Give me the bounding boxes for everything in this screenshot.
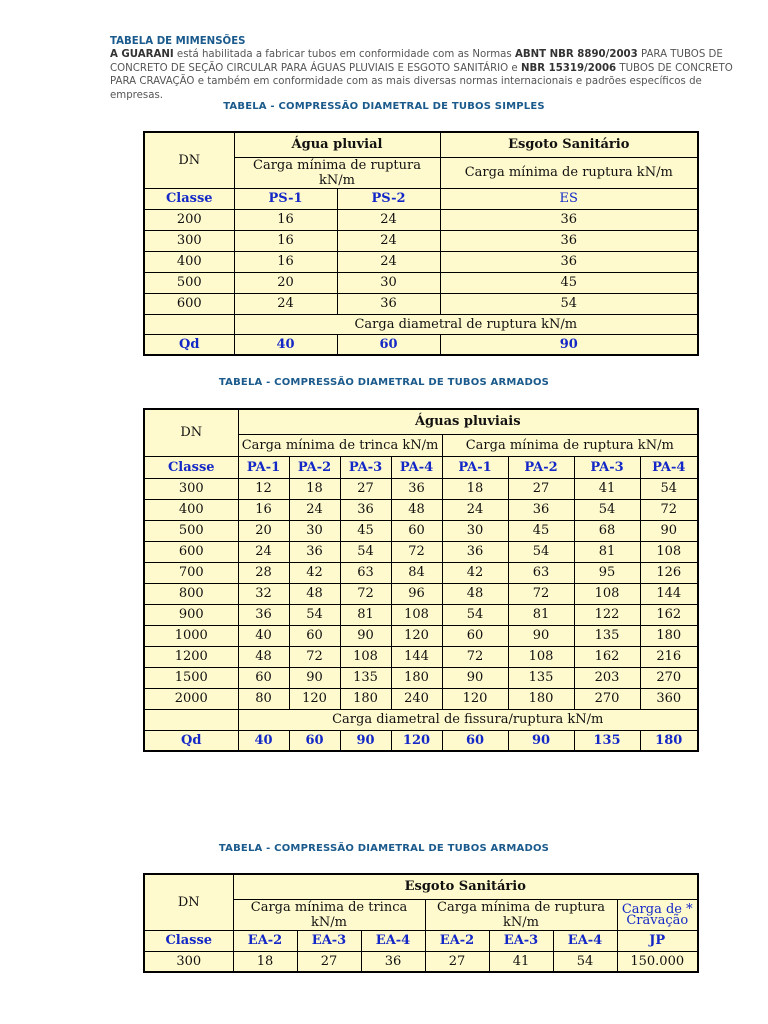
cell: 162 [640, 604, 698, 625]
cell: 96 [391, 583, 442, 604]
cell: 54 [553, 951, 617, 972]
table-row [144, 562, 698, 583]
qd-value: 90 [340, 730, 391, 751]
cell: 120 [391, 625, 442, 646]
cell: 120 [289, 688, 340, 709]
cell: 600 [144, 541, 238, 562]
table-row [144, 478, 698, 499]
cell: 30 [442, 520, 508, 541]
cell: 1200 [144, 646, 238, 667]
cell: 45 [340, 520, 391, 541]
cell: 80 [238, 688, 289, 709]
cell: 90 [508, 625, 574, 646]
dn-header: DN [144, 874, 233, 930]
class-header: ES [440, 188, 698, 209]
cell: 18 [289, 478, 340, 499]
subheader-ruptura: Carga mínima de ruptura kN/m [440, 157, 698, 188]
class-header: PA-3 [574, 456, 640, 478]
cell: 150.000 [617, 951, 698, 972]
table-row [144, 646, 698, 667]
class-header: EA-4 [553, 930, 617, 951]
intro-text-3: TUBOS DE CONCRETO PARA CRAVAÇÃO e também em conformidade com as mais diversas normas internacionais e padrões específicos de empresas. [110, 62, 733, 101]
cell: 54 [289, 604, 340, 625]
cell: 60 [391, 520, 442, 541]
cell: 84 [391, 562, 442, 583]
cell: 180 [508, 688, 574, 709]
cell: 42 [442, 562, 508, 583]
cell: 68 [574, 520, 640, 541]
subheader-cravacao: Carga de * Cravação [617, 899, 698, 930]
cell: 600 [144, 293, 234, 314]
table-row [144, 688, 698, 709]
cell: 54 [640, 478, 698, 499]
cell: 48 [238, 646, 289, 667]
cell: 18 [233, 951, 297, 972]
cell: 16 [234, 209, 337, 230]
cell: 203 [574, 667, 640, 688]
class-header: EA-4 [361, 930, 425, 951]
intro-paragraph [110, 35, 750, 102]
company-name: A GUARANI [110, 49, 174, 61]
cell: 90 [289, 667, 340, 688]
dn-header: DN [144, 409, 238, 456]
cell: 54 [442, 604, 508, 625]
classe-label: Classe [144, 456, 238, 478]
table-row [144, 667, 698, 688]
cell: 135 [508, 667, 574, 688]
cell: 81 [340, 604, 391, 625]
cell: 48 [391, 499, 442, 520]
class-header: PA-2 [289, 456, 340, 478]
cell: 81 [574, 541, 640, 562]
cell: 24 [442, 499, 508, 520]
cell: 30 [289, 520, 340, 541]
table-row [144, 499, 698, 520]
cell: 40 [238, 625, 289, 646]
cell: 500 [144, 272, 234, 293]
class-header: EA-3 [489, 930, 553, 951]
cell: 108 [391, 604, 442, 625]
empty-cell [144, 709, 238, 730]
empty-cell [144, 314, 234, 334]
cell: 180 [391, 667, 442, 688]
table-row [144, 209, 698, 230]
group-header-esgoto: Esgoto Sanitário [233, 874, 698, 899]
table-row [144, 625, 698, 646]
cell: 60 [289, 625, 340, 646]
classe-label: Classe [144, 188, 234, 209]
qd-value: 60 [337, 334, 440, 355]
cell: 63 [340, 562, 391, 583]
table-row [144, 951, 698, 972]
cell: 300 [144, 951, 233, 972]
cell: 36 [440, 230, 698, 251]
group-header-pluviais: Águas pluviais [238, 409, 698, 434]
qd-value: 90 [440, 334, 698, 355]
cell: 360 [640, 688, 698, 709]
cell: 16 [234, 251, 337, 272]
cell: 32 [238, 583, 289, 604]
qd-label: Qd [144, 730, 238, 751]
cell: 24 [289, 499, 340, 520]
intro-title: TABELA DE MIMENSÕES [110, 36, 246, 47]
cell: 72 [442, 646, 508, 667]
cell: 72 [289, 646, 340, 667]
cell: 400 [144, 499, 238, 520]
table-row [144, 604, 698, 625]
qd-value: 40 [234, 334, 337, 355]
norm-1: ABNT NBR 8890/2003 [514, 49, 638, 61]
cell: 27 [425, 951, 489, 972]
cell: 42 [289, 562, 340, 583]
cell: 24 [238, 541, 289, 562]
table-row [144, 541, 698, 562]
qd-value: 40 [238, 730, 289, 751]
table-simple-pipes [143, 131, 699, 356]
cell: 270 [574, 688, 640, 709]
cell: 54 [574, 499, 640, 520]
subheader-ruptura: Carga mínima de ruptura kN/m [442, 434, 698, 456]
cell: 36 [442, 541, 508, 562]
class-header: PA-2 [508, 456, 574, 478]
cell: 45 [440, 272, 698, 293]
class-header: JP [617, 930, 698, 951]
cell: 90 [442, 667, 508, 688]
table-row [144, 583, 698, 604]
cell: 108 [340, 646, 391, 667]
cell: 54 [340, 541, 391, 562]
cell: 54 [440, 293, 698, 314]
table2-body [144, 478, 698, 709]
class-header: PA-1 [442, 456, 508, 478]
cell: 122 [574, 604, 640, 625]
dn-header: DN [144, 132, 234, 188]
footer-label: Carga diametral de fissura/ruptura kN/m [238, 709, 698, 730]
footer-label: Carga diametral de ruptura kN/m [234, 314, 698, 334]
table-reinforced-pipes-pluvial [143, 408, 699, 752]
cell: 48 [289, 583, 340, 604]
subheader-trinca: Carga mínima de trinca kN/m [233, 899, 425, 930]
cell: 144 [640, 583, 698, 604]
cell: 400 [144, 251, 234, 272]
cell: 24 [234, 293, 337, 314]
class-header: EA-2 [233, 930, 297, 951]
cell: 28 [238, 562, 289, 583]
table-reinforced-pipes-esgoto [143, 873, 699, 973]
cell: 180 [340, 688, 391, 709]
cell: 60 [238, 667, 289, 688]
cell: 90 [340, 625, 391, 646]
cell: 36 [508, 499, 574, 520]
table2-caption: TABELA - COMPRESSÃO DIAMETRAL DE TUBOS ARMADOS [218, 377, 550, 388]
cell: 16 [238, 499, 289, 520]
qd-value: 120 [391, 730, 442, 751]
qd-value: 90 [508, 730, 574, 751]
qd-label: Qd [144, 334, 234, 355]
class-header: PS-1 [234, 188, 337, 209]
subheader-ruptura: Carga mínima de ruptura kN/m [425, 899, 617, 930]
cell: 12 [238, 478, 289, 499]
cell: 18 [442, 478, 508, 499]
cell: 20 [238, 520, 289, 541]
cell: 20 [234, 272, 337, 293]
class-header: PS-2 [337, 188, 440, 209]
norm-2: NBR 15319/2006 [520, 62, 617, 74]
class-header: EA-3 [297, 930, 361, 951]
cell: 36 [289, 541, 340, 562]
cell: 63 [508, 562, 574, 583]
cell: 24 [337, 209, 440, 230]
cell: 72 [640, 499, 698, 520]
cell: 216 [640, 646, 698, 667]
cell: 126 [640, 562, 698, 583]
table3-caption: TABELA - COMPRESSÃO DIAMETRAL DE TUBOS ARMADOS [218, 843, 550, 854]
cell: 41 [489, 951, 553, 972]
cell: 36 [337, 293, 440, 314]
cell: 135 [574, 625, 640, 646]
cell: 180 [640, 625, 698, 646]
class-header: PA-1 [238, 456, 289, 478]
cell: 45 [508, 520, 574, 541]
qd-value: 60 [442, 730, 508, 751]
cell: 144 [391, 646, 442, 667]
cell: 48 [442, 583, 508, 604]
cell: 36 [391, 478, 442, 499]
subheader-ruptura: Carga mínima de ruptura kN/m [234, 157, 440, 188]
table-row [144, 251, 698, 272]
cell: 36 [440, 251, 698, 272]
cell: 900 [144, 604, 238, 625]
classe-label: Classe [144, 930, 233, 951]
cell: 120 [442, 688, 508, 709]
cell: 16 [234, 230, 337, 251]
table-row [144, 272, 698, 293]
cell: 300 [144, 478, 238, 499]
intro-text-1: está habilitada a fabricar tubos em conformidade com as Normas [173, 49, 515, 61]
cell: 2000 [144, 688, 238, 709]
cell: 200 [144, 209, 234, 230]
table-row [144, 293, 698, 314]
cell: 270 [640, 667, 698, 688]
cell: 36 [238, 604, 289, 625]
cell: 60 [442, 625, 508, 646]
cell: 54 [508, 541, 574, 562]
subheader-trinca: Carga mínima de trinca kN/m [238, 434, 442, 456]
cell: 135 [340, 667, 391, 688]
cell: 1500 [144, 667, 238, 688]
cell: 240 [391, 688, 442, 709]
cell: 95 [574, 562, 640, 583]
cell: 108 [508, 646, 574, 667]
cell: 72 [340, 583, 391, 604]
group-header-esgoto: Esgoto Sanitário [440, 132, 698, 157]
class-header: EA-2 [425, 930, 489, 951]
cell: 41 [574, 478, 640, 499]
qd-value: 180 [640, 730, 698, 751]
class-header: PA-4 [640, 456, 698, 478]
cell: 700 [144, 562, 238, 583]
cell: 24 [337, 230, 440, 251]
cell: 36 [340, 499, 391, 520]
cell: 90 [640, 520, 698, 541]
cell: 300 [144, 230, 234, 251]
cell: 27 [508, 478, 574, 499]
table-row [144, 520, 698, 541]
cell: 27 [297, 951, 361, 972]
qd-value: 135 [574, 730, 640, 751]
class-header: PA-3 [340, 456, 391, 478]
cell: 162 [574, 646, 640, 667]
table-row [144, 230, 698, 251]
class-header: PA-4 [391, 456, 442, 478]
cell: 24 [337, 251, 440, 272]
cell: 27 [340, 478, 391, 499]
cell: 72 [508, 583, 574, 604]
cell: 81 [508, 604, 574, 625]
cell: 30 [337, 272, 440, 293]
cell: 800 [144, 583, 238, 604]
cell: 108 [574, 583, 640, 604]
cell: 36 [440, 209, 698, 230]
cell: 500 [144, 520, 238, 541]
qd-value: 60 [289, 730, 340, 751]
group-header-pluvial: Água pluvial [234, 132, 440, 157]
cell: 72 [391, 541, 442, 562]
cell: 1000 [144, 625, 238, 646]
intro-text-2: PARA TUBOS DE CONCRETO DE SEÇÃO CIRCULAR PARA ÁGUAS PLUVIAIS E ESGOTO SANITÁRIO e [110, 49, 723, 74]
table1-caption: TABELA - COMPRESSÃO DIAMETRAL DE TUBOS SIMPLES [223, 101, 545, 112]
cell: 36 [361, 951, 425, 972]
cell: 108 [640, 541, 698, 562]
